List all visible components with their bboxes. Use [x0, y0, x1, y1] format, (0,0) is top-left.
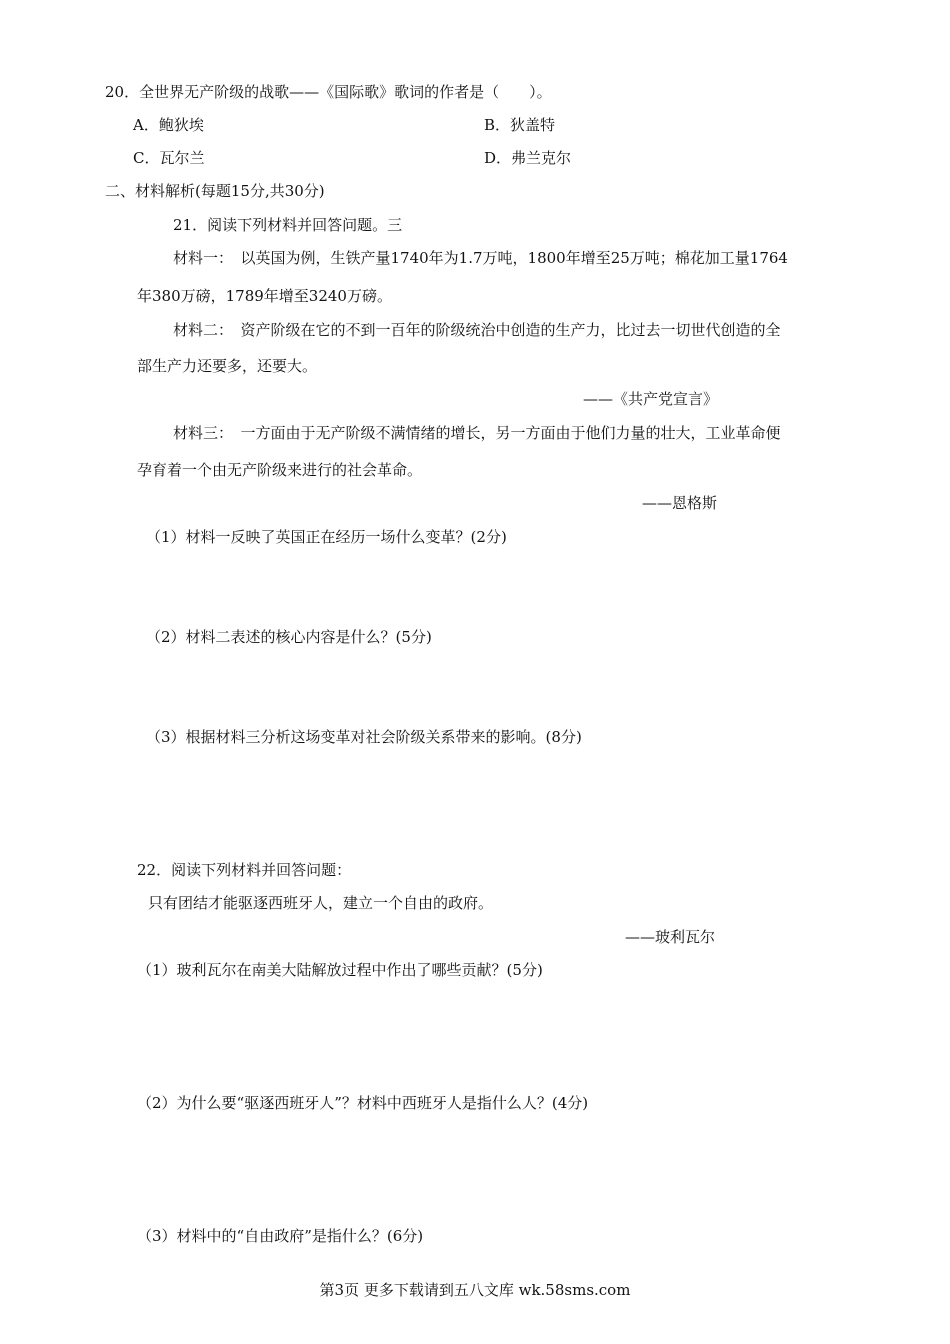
material-3-line-1: 材料三： 一方面由于无产阶级不满情绪的增长，另一方面由于他们力量的壮大，工业革命便 [173, 424, 781, 442]
question-21-sub-3: （3）根据材料三分析这场变革对社会阶级关系带来的影响。(8分) [146, 728, 582, 746]
question-22-sub-2: （2）为什么要“驱逐西班牙人”？材料中西班牙人是指什么人？(4分) [137, 1094, 589, 1112]
question-22-stem: 22．阅读下列材料并回答问题： [137, 861, 352, 879]
question-20-stem: 20．全世界无产阶级的战歌——《国际歌》歌词的作者是（ ）。 [105, 83, 552, 101]
page-footer: 第3页 更多下载请到五八文库 wk.58sms.com [319, 1281, 631, 1299]
section-heading: 二、材料解析(每题15分,共30分) [105, 182, 325, 200]
question-22-sub-1: （1）玻利瓦尔在南美大陆解放过程中作出了哪些贡献？(5分) [137, 961, 543, 979]
question-21-sub-1: （1）材料一反映了英国正在经历一场什么变革？(2分) [146, 528, 507, 546]
material-1-line-2: 年380万磅，1789年增至3240万磅。 [137, 287, 392, 305]
question-22-sub-3: （3）材料中的“自由政府”是指什么？(6分) [137, 1227, 424, 1245]
option-c: C．瓦尔兰 [133, 149, 205, 167]
option-a: A．鲍狄埃 [133, 116, 204, 134]
material-2-source: ——《共产党宣言》 [583, 390, 719, 408]
material-3-line-2: 孕育着一个由无产阶级来进行的社会革命。 [137, 461, 423, 479]
material-1-line-1: 材料一： 以英国为例，生铁产量1740年为1.7万吨，1800年增至25万吨；棉花加工量1764 [173, 249, 788, 267]
material-2-line-2: 部生产力还要多，还要大。 [137, 357, 318, 375]
question-21-stem: 21．阅读下列材料并回答问题。三 [173, 216, 403, 234]
material-3-source: ——恩格斯 [642, 494, 718, 512]
option-d: D．弗兰克尔 [484, 149, 572, 167]
material-2-line-1: 材料二： 资产阶级在它的不到一百年的阶级统治中创造的生产力，比过去一切世代创造的全 [173, 321, 781, 339]
question-22-source: ——玻利瓦尔 [625, 928, 716, 946]
question-21-sub-2: （2）材料二表述的核心内容是什么？(5分) [146, 628, 432, 646]
option-b: B．狄盖特 [484, 116, 556, 134]
question-22-material: 只有团结才能驱逐西班牙人，建立一个自由的政府。 [148, 894, 494, 912]
